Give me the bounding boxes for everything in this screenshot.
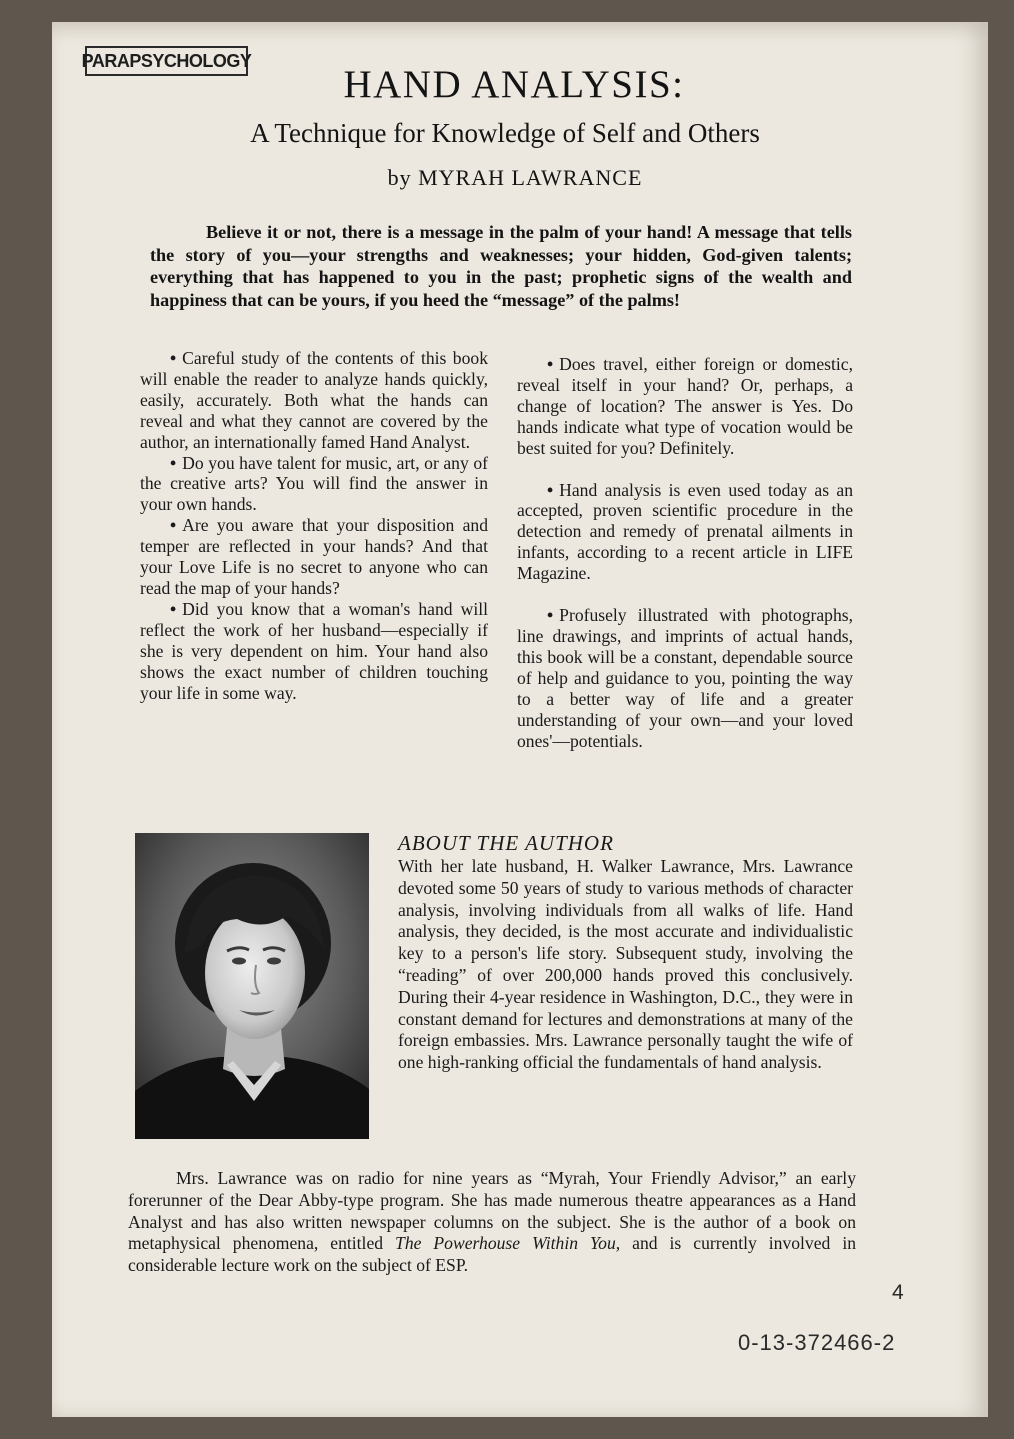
page-number: 4 xyxy=(892,1281,904,1304)
bullet-icon: • xyxy=(547,354,554,374)
about-the-author xyxy=(398,830,853,1074)
left-bullet-1: • Careful study of the contents of this book will enable the reader to analyze hands quickly, easily, accurately. Both what the hands can reveal and what they cannot are covered by the author, an internationally famed Hand Analyst. xyxy=(140,348,488,452)
left-column xyxy=(140,348,488,703)
bullet-icon: • xyxy=(547,605,554,626)
author-byline: by MYRAH LAWRANCE xyxy=(387,165,643,190)
book-title-italic: The Powerhouse Within You, xyxy=(395,1233,621,1254)
bullet-icon: • xyxy=(170,452,177,473)
bullet-icon: • xyxy=(170,348,177,368)
right-bullet-3: • Profusely illustrated with photographs, line drawings, and imprints of actual hands, this book will be a constant, dependable source of help and guidance to you, pointing the way to a better way of life and a greater understanding of your own—and your loved ones'—potentials. xyxy=(517,605,853,751)
author-photo xyxy=(135,833,369,1139)
right-bullet-2: • Hand analysis is even used today as an accepted, proven scientific procedure in the detection and remedy of prenatal ailments in infants, according to a recent article in LIFE Magazine. xyxy=(517,479,853,584)
right-bullet-1: • Does travel, either foreign or domestic, reveal itself in your hand? Or, perhaps, a change of location? The answer is Yes. Do hands indicate what type of vocation would be best suited for you? Definitely. xyxy=(517,354,853,458)
isbn-number: 0-13-372466-2 xyxy=(738,1330,896,1355)
about-paragraph: With her late husband, H. Walker Lawrance, Mrs. Lawrance devoted some 50 years of study to various methods of character analysis, involving individuals from all walks of life. Hand analysis, they decided, is the most accurate and individualistic key to a person's life story. Subsequent study, involving the “reading” of over 200,000 hands proved this conclusively. During their 4-year residence in Washington, D.C., they were in constant demand for lectures and demonstrations at many of the foreign embassies. Mrs. Lawrance personally taught the wife of one high-ranking official the fundamentals of hand analysis. xyxy=(398,856,853,1073)
right-column xyxy=(517,354,853,751)
left-bullet-2: • Do you have talent for music, art, or any of the creative arts? You will find the answer in your own hands. xyxy=(140,452,488,515)
bullet-icon: • xyxy=(170,598,177,619)
bio-paragraph: Mrs. Lawrance was on radio for nine years as “Myrah, Your Friendly Advisor,” an early forerunner of the Dear Abby-type program. She has made numerous theatre appearances as a Hand Analyst and has also written newspaper columns on the subject. She is the author of a book on metaphysical phenomena, entitled The Powerhouse Within You, and is currently involved in considerable lecture work on the subject of ESP. xyxy=(128,1168,856,1276)
bullet-icon: • xyxy=(547,479,554,500)
bullet-icon: • xyxy=(170,515,177,536)
book-title: HAND ANALYSIS: xyxy=(343,63,685,106)
category-stamp: PARAPSYCHOLOGY xyxy=(85,46,248,76)
left-bullet-4: • Did you know that a woman's hand will reflect the work of her husband—especially if she is very dependent on him. Your hand also shows the exact number of children touching your life in some way. xyxy=(140,598,488,703)
about-heading: ABOUT THE AUTHOR xyxy=(398,831,614,855)
author-portrait-icon xyxy=(135,833,369,1139)
lead-paragraph: Believe it or not, there is a message in the palm of your hand! A message that tells the story of you—your strengths and weaknesses; your hidden, God-given talents; everything that has happened to you in the past; prophetic signs of the wealth and happiness that can be yours, if you heed the “message” of the palms! xyxy=(150,222,852,310)
left-bullet-3: • Are you aware that your disposition and temper are reflected in your hands? And that your Love Life is no secret to anyone who can read the map of your hands? xyxy=(140,515,488,598)
book-subtitle: A Technique for Knowledge of Self and Others xyxy=(250,118,760,148)
